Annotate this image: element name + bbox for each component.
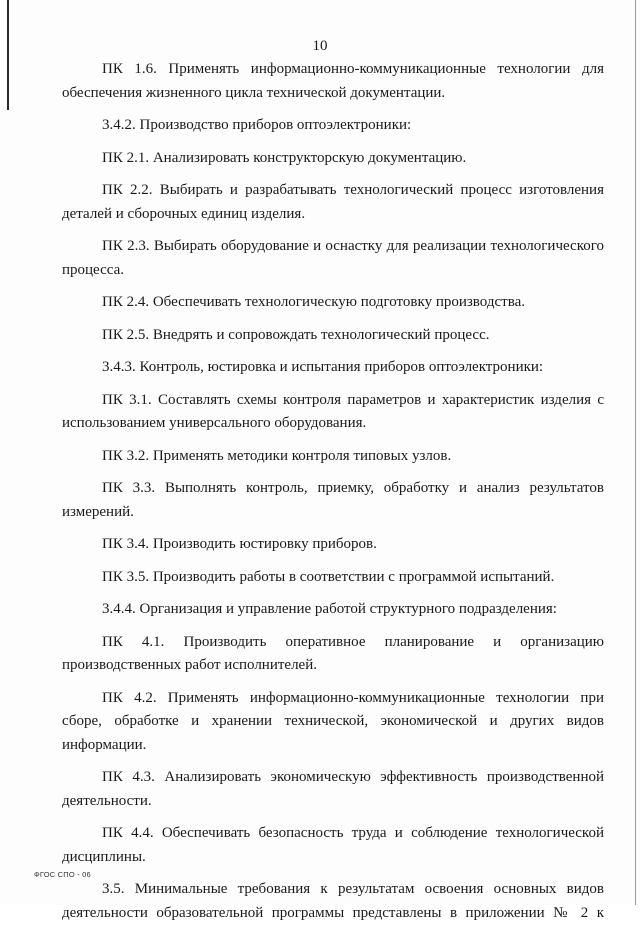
page-number: 10 (312, 38, 328, 54)
paragraph-pk-2-2: ПК 2.2. Выбирать и разрабатывать технологический процесс изготовления деталей и сборочных единиц изделия. (62, 182, 604, 222)
section-heading-3-4-4: 3.4.4. Организация и управление работой структурного подразделения: (102, 601, 557, 617)
paragraph-pk-2-1: ПК 2.1. Анализировать конструкторскую документацию. (102, 149, 467, 166)
paragraph-pk-2-4: ПК 2.4. Обеспечивать технологическую подготовку производства. (102, 294, 525, 310)
scan-left-edge-line (7, 0, 9, 110)
paragraph-pk-4-1: ПК 4.1. Производить оперативное планирование и организацию производственных работ исполнителей. (62, 633, 604, 673)
paragraph-pk-3-2: ПК 3.2. Применять методики контроля типовых узлов. (102, 447, 452, 464)
footer-standard-code: ФГОС СПО - 06 (34, 870, 91, 879)
paragraph-pk-1-6: ПК 1.6. Применять информационно-коммуникационные технологии для обеспечения жизненного цикла технической документации. (62, 61, 604, 101)
paragraph-3-5-requirements: 3.5. Минимальные требования к результатам освоения основных видов деятельности образовательной программы представлены в приложении № 2 к (62, 881, 604, 921)
paragraph-pk-3-3: ПК 3.3. Выполнять контроль, приемку, обработку и анализ результатов измерений. (62, 480, 604, 520)
paragraph-pk-3-1: ПК 3.1. Составлять схемы контроля параметров и характеристик изделия с использованием универсального оборудования. (62, 391, 604, 431)
paragraph-pk-4-4: ПК 4.4. Обеспечивать безопасность труда и соблюдение технологической дисциплины. (62, 825, 604, 865)
paragraph-pk-4-2: ПК 4.2. Применять информационно-коммуникационные технологии при сборе, обработке и хранении технической, экономической и других видов информации. (62, 689, 604, 753)
paragraph-pk-3-5: ПК 3.5. Производить работы в соответствии с программой испытаний. (102, 568, 555, 585)
document-body (62, 58, 604, 934)
paragraph-pk-2-5: ПК 2.5. Внедрять и сопровождать технологический процесс. (102, 326, 490, 343)
section-heading-3-4-3: 3.4.3. Контроль, юстировка и испытания приборов оптоэлектроники: (102, 359, 544, 375)
paragraph-pk-3-4: ПК 3.4. Производить юстировку приборов. (102, 536, 377, 552)
section-heading-3-4-2: 3.4.2. Производство приборов оптоэлектроники: (102, 117, 412, 133)
paragraph-pk-4-3: ПК 4.3. Анализировать экономическую эффективность производственной деятельности. (62, 769, 604, 809)
scan-right-edge-line (635, 0, 636, 905)
paragraph-pk-2-3: ПК 2.3. Выбирать оборудование и оснастку для реализации технологического процесса. (62, 238, 604, 278)
